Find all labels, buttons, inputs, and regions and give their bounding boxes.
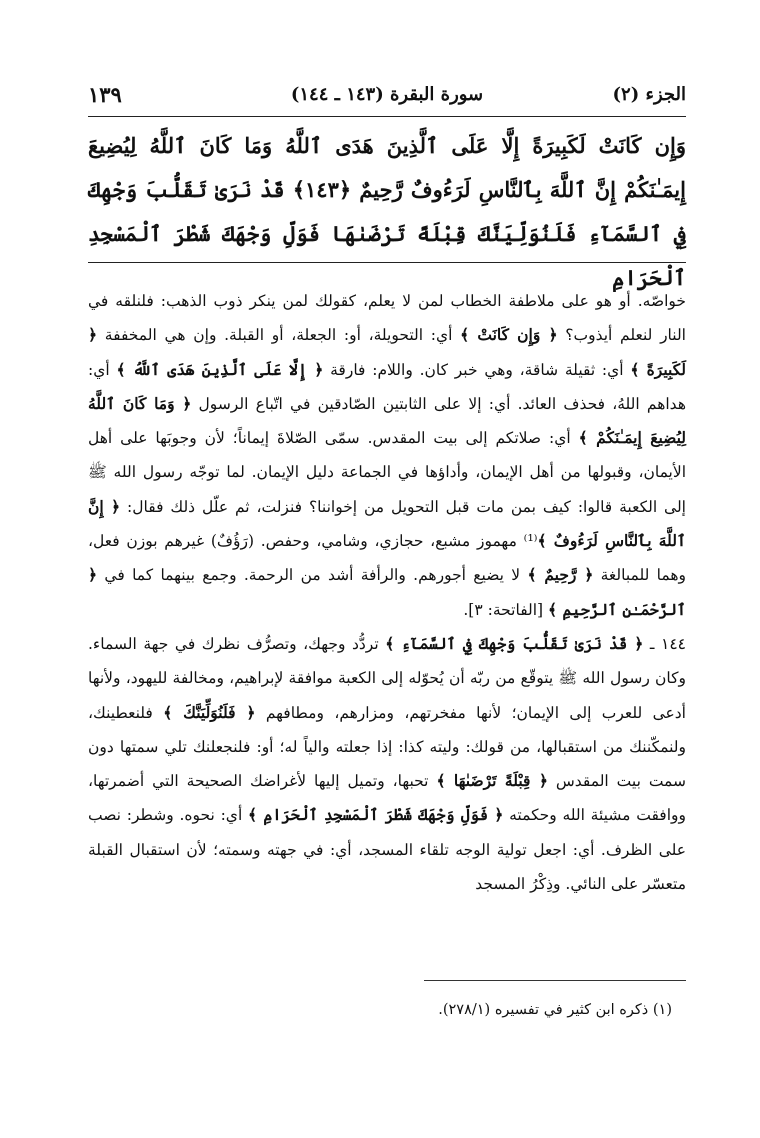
- quran-quote: ﴿ ٱلرَّحْمَـٰنِ ٱلرَّحِيمِ ﴾: [88, 565, 686, 619]
- quran-quote: ﴿ قَدْ نَرَىٰ تَقَلُّبَ وَجْهِكَ فِي ٱلسَّمَآءِ ﴾: [385, 633, 644, 653]
- commentary-text: [88, 284, 686, 901]
- commentary-segment: [الفاتحة: ٣].: [463, 600, 549, 619]
- commentary-segment: أي: التحويلة، أو: الجعلة، أو القبلة. وإن هي المخففة: [97, 326, 461, 345]
- header-rule: [88, 116, 686, 117]
- quran-quote: ﴿ وَمَا كَانَ ٱللَّهُ لِيُضِيعَ إِيمَـٰنَكُمْ ﴾: [88, 393, 686, 448]
- page-header: [88, 80, 686, 114]
- quran-quote: ﴿ رَّحِيمٌ ﴾: [527, 565, 594, 585]
- quran-quote: ﴿ إِنَّ ٱللَّهَ بِٱلنَّاسِ لَرَءُوفٌ ﴾: [88, 496, 686, 551]
- quran-quote: ﴿ وَإِن كَانَتْ ﴾: [460, 325, 558, 345]
- page-number: ١٣٩: [88, 82, 122, 107]
- commentary-paragraph: [88, 284, 686, 627]
- footnote: (١) ذكره ابن كثير في تفسيره (٢٧٨/١).: [438, 1002, 672, 1018]
- commentary-segment: ١٤٤ ـ: [643, 634, 686, 653]
- commentary-segment: خواصّه. أو هو على ملاطفة الخطاب لمن لا يعلم، كقولك لمن ينكر ذوب الذهب: فلنلقه في النار لنعلم أيذوب؟: [88, 292, 686, 345]
- commentary-segment: أي: صلاتكم إلى بيت المقدس. سمّى الصّلاةَ إيماناً؛ لأن وجوبَها على أهل الأيمان، وقبولها من أهل الإيمان، وأداؤها في الجماعة دليل الإيمان. لما توجّه رسول الله ﷺ إلى الكعبة قالوا: كيف بمن مات قبل التحويل من إخواننا؟ فنزلت، ثم علّل ذلك فقال:: [88, 429, 686, 516]
- footnote-rule: [424, 980, 686, 981]
- commentary-segment: تردُّد وجهك، وتصرُّف نظرك في جهة السماء. وكان رسول الله ﷺ يتوقّع من ربّه أن يُحوّله إلى الكعبة موافقة لإبراهيم، ومخالفة لليهود، ولأنها أدعى للعرب إلى الإيمان؛ لأنها مفخرتهم، ومزارهم، ومطافهم: [88, 634, 686, 722]
- quran-verse-block: وَإِن كَانَتْ لَكَبِيرَةً إِلَّا عَلَى ٱلَّذِينَ هَدَى ٱللَّهُ وَمَا كَانَ ٱللَّهُ لِيُضِيعَ إِيمَـٰنَكُمْ إِنَّ ٱللَّهَ بِٱلنَّاسِ لَرَءُوفٌ رَّحِيمٌ ﴿١٤٣﴾ قَدْ نَرَىٰ تَقَلُّبَ وَجْهِكَ فِي ٱلسَّمَآءِ فَلَنُوَلِّيَنَّكَ قِبْلَةً تَرْضَىٰهَا فَوَلِّ وَجْهَكَ شَطْرَ ٱلْمَسْجِدِ ٱلْحَرَامِ: [88, 133, 686, 290]
- commentary-segment: تحبها، وتميل إليها لأغراضك الصحيحة التي أضمرتها، ووافقت مشيئة الله وحكمته: [88, 772, 686, 825]
- surah-title: سورة البقرة (١٤٣ ـ ١٤٤): [290, 84, 484, 105]
- commentary-segment: لا يضيع أجورهم. والرأفة أشد من الرحمة. وجمع بينهما كما في: [97, 566, 528, 585]
- commentary-segment: أي: نحوه. وشطر: نصب على الظرف. أي: اجعل تولية الوجه تلقاء المسجد، أي: في جهته وسمته؛ لأن استقبال القبلة متعسّر على النائي. وذِكْرُ المسجد: [88, 806, 686, 894]
- commentary-segment: أي: ثقيلة شاقة، وهي خبر كان. واللام: فارقة: [323, 360, 631, 379]
- quran-quote: ﴿ إِلَّا عَلَى ٱلَّذِينَ هَدَى ٱللَّهُ ﴾: [116, 359, 324, 379]
- verse-rule: [88, 262, 686, 263]
- quran-quote: ﴿ فَلَنُوَلِّيَنَّكَ ﴾: [163, 702, 256, 722]
- quran-quote: ﴿ قِبْلَةً تَرْضَىٰهَا ﴾: [436, 771, 548, 791]
- juz-label: الجزء (٢): [612, 84, 686, 105]
- commentary-paragraph: [88, 627, 686, 901]
- commentary-segment: أي: هداهم اللهُ، فحذف العائد. أي: إلا على الثابتين الصّادقين في اتّباع الرسول: [88, 360, 686, 413]
- quran-quote: ﴿ لَكَبِيرَةً ﴾: [88, 325, 686, 379]
- commentary-segment: ⁽¹⁾ مهموز مشبع، حجازي، وشامي، وحفص. (رَؤُفٌ) غيرهم بوزن فعل، وهما للمبالغة: [88, 532, 686, 585]
- quran-quote: ﴿ فَوَلِّ وَجْهَكَ شَطْرَ ٱلْمَسْجِدِ ٱلْحَرَامِ ﴾: [248, 805, 504, 825]
- commentary-segment: فلنعطينك، ولنمكّننك من استقبالها، من قولك: وليته كذا: إذا جعلته والياً له؛ أو: فلنجعلنك تلي سمتها دون سمت بيت المقدس: [88, 703, 686, 791]
